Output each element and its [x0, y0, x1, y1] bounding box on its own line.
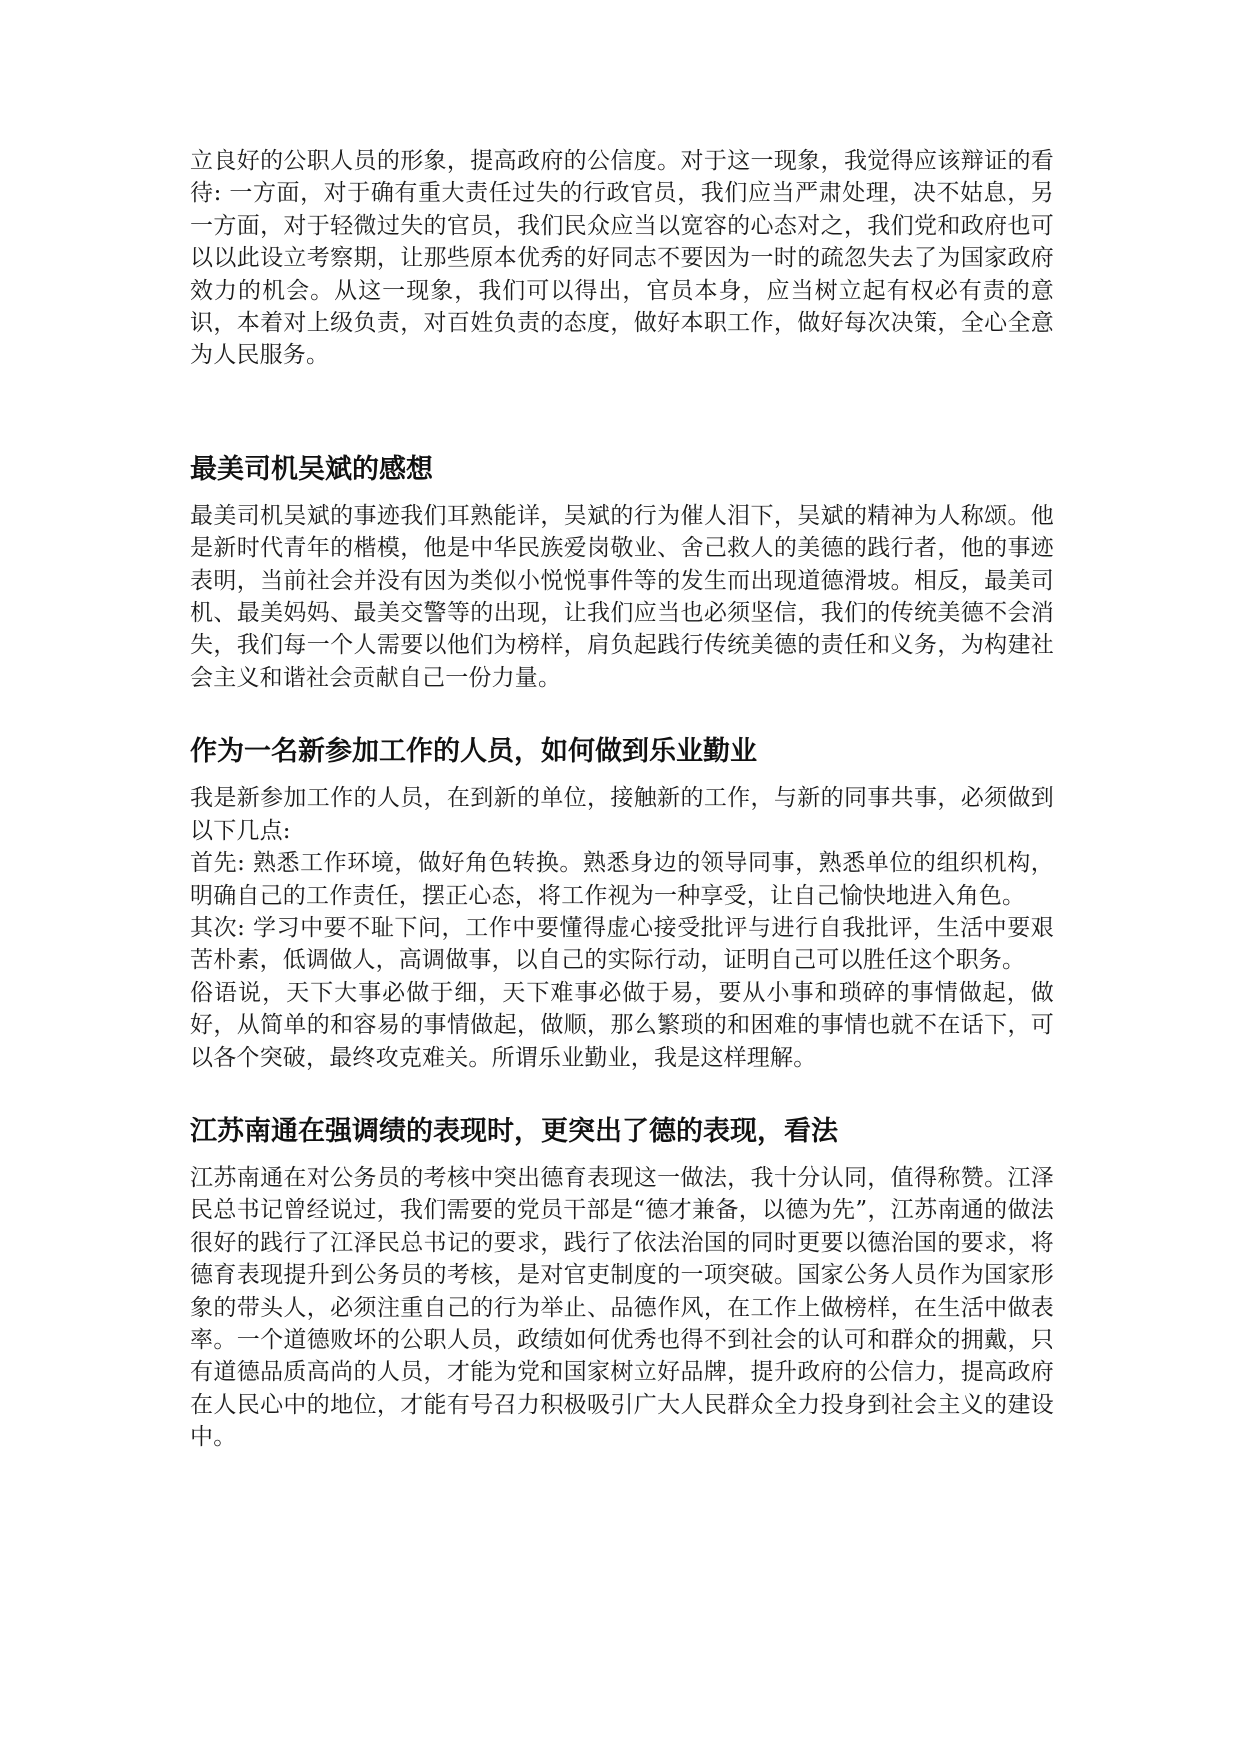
- document-page: [190, 145, 1054, 1454]
- section-nantong-virtue: [190, 1114, 1054, 1454]
- paragraph: 江苏南通在对公务员的考核中突出德育表现这一做法，我十分认同，值得称赞。江泽民总书记曾经说过，我们需要的党员干部是“德才兼备，以德为先”，江苏南通的做法很好的践行了江泽民总书记的要求，践行了依法治国的同时更要以德治国的要求，将德育表现提升到公务员的考核，是对官吏制度的一项突破。国家公务人员作为国家形象的带头人，必须注重自己的行为举止、品德作风，在工作上做榜样，在生活中做表率。一个道德败坏的公职人员，政绩如何优秀也得不到社会的认可和群众的拥戴，只有道德品质高尚的人员，才能为党和国家树立好品牌，提升政府的公信力，提高政府在人民心中的地位，才能有号召力积极吸引广大人民群众全力投身到社会主义的建设中。: [190, 1164, 1054, 1451]
- paragraph: 立良好的公职人员的形象，提高政府的公信度。对于这一现象，我觉得应该辩证的看待: 一方面，对于确有重大责任过失的行政官员，我们应当严肃处理，决不姑息，另一方面，对于轻微过失的官员，我们民众应当以宽容的心态对之，我们党和政府也可以以此设立考察期，让那些原本优秀的好同志不要因为一时的疏忽失去了为国家政府效力的机会。从这一现象，我们可以得出，官员本身，应当树立起有权必有责的意识，本着对上级负责，对百姓负责的态度，做好本职工作，做好每次决策，全心全意为人民服务。: [190, 148, 1054, 369]
- paragraph: 最美司机吴斌的事迹我们耳熟能详，吴斌的行为催人泪下，吴斌的精神为人称颂。他是新时代青年的楷模，他是中华民族爱岗敬业、舍己救人的美德的践行者，他的事迹表明，当前社会并没有因为类似小悦悦事件等的发生而出现道德滑坡。相反，最美司机、最美妈妈、最美交警等的出现，让我们应当也必须坚信，我们的传统美德不会消失，我们每一个人需要以他们为榜样，肩负起践行传统美德的责任和义务，为构建社会主义和谐社会贡献自己一份力量。: [190, 502, 1054, 691]
- section-new-employee: [190, 734, 1054, 1074]
- section-heading: 作为一名新参加工作的人员，如何做到乐业勤业: [190, 736, 757, 768]
- section-intro: [190, 145, 1054, 372]
- section-best-driver: [190, 452, 1054, 694]
- paragraph: 其次: 学习中要不耻下问，工作中要懂得虚心接受批评与进行自我批评，生活中要艰苦朴素，低调做人，高调做事，以自己的实际行动，证明自己可以胜任这个职务。: [190, 914, 1054, 974]
- section-heading: 最美司机吴斌的感想: [190, 453, 433, 485]
- paragraph: 我是新参加工作的人员，在到新的单位，接触新的工作，与新的同事共事，必须做到以下几点:: [190, 785, 1054, 844]
- section-heading: 江苏南通在强调绩的表现时，更突出了德的表现，看法: [190, 1115, 838, 1147]
- paragraph: 俗语说，天下大事必做于细，天下难事必做于易，要从小事和琐碎的事情做起，做好，从简单的和容易的事情做起，做顺，那么繁琐的和困难的事情也就不在话下，可以各个突破，最终攻克难关。所谓乐业勤业，我是这样理解。: [190, 979, 1054, 1071]
- paragraph: 首先: 熟悉工作环境，做好角色转换。熟悉身边的领导同事，熟悉单位的组织机构，明确自己的工作责任，摆正心态，将工作视为一种享受，让自己愉快地进入角色。: [190, 850, 1054, 909]
